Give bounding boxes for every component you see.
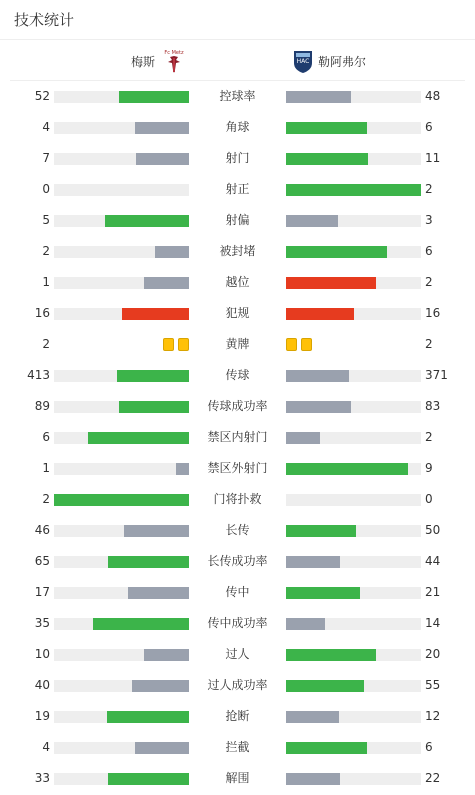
away-value: 55	[425, 678, 441, 692]
home-bar-track	[54, 91, 189, 103]
away-value: 2	[425, 182, 433, 196]
away-bar-track	[286, 153, 421, 165]
away-bar	[286, 649, 376, 661]
stat-row	[0, 701, 475, 732]
home-bar	[135, 122, 189, 134]
away-bar-track	[286, 773, 421, 785]
stat-row	[0, 515, 475, 546]
away-bar	[286, 680, 364, 692]
home-value: 4	[42, 740, 50, 754]
home-bar	[124, 525, 189, 537]
stat-row	[0, 298, 475, 329]
away-bar	[286, 587, 360, 599]
away-bar	[286, 463, 408, 475]
away-value: 2	[425, 337, 433, 351]
away-value: 6	[425, 120, 433, 134]
home-bar	[176, 463, 190, 475]
away-bar	[286, 401, 351, 413]
home-value: 4	[42, 120, 50, 134]
home-bar	[122, 308, 190, 320]
away-bar-track	[286, 370, 421, 382]
home-bar	[136, 153, 189, 165]
away-bar-track	[286, 649, 421, 661]
away-bar-track	[286, 277, 421, 289]
stat-row	[0, 143, 475, 174]
home-bar	[119, 91, 189, 103]
home-bar	[119, 401, 189, 413]
home-bar	[132, 680, 189, 692]
stat-row	[0, 577, 475, 608]
away-value: 2	[425, 430, 433, 444]
home-value: 0	[42, 182, 50, 196]
home-value: 17	[34, 585, 50, 599]
home-bar-track	[54, 184, 189, 196]
away-bar-track	[286, 401, 421, 413]
away-value: 3	[425, 213, 433, 227]
stat-label: 门将扑救	[213, 492, 262, 506]
away-bar-track	[286, 122, 421, 134]
away-team-name: 勒阿弗尔	[318, 54, 367, 69]
home-logo-text: Fc Metz	[164, 50, 184, 56]
stat-row	[0, 608, 475, 639]
home-bar-track	[54, 618, 189, 630]
home-value: 52	[34, 89, 50, 103]
stat-label: 解围	[225, 771, 250, 785]
away-bar	[286, 711, 339, 723]
away-bar-track	[286, 215, 421, 227]
away-bar	[286, 308, 354, 320]
stat-label: 犯规	[225, 306, 250, 320]
home-value: 2	[42, 244, 50, 258]
home-bar-track	[54, 587, 189, 599]
home-bar-track	[54, 556, 189, 568]
home-value: 65	[34, 554, 50, 568]
stat-label: 射正	[225, 182, 250, 196]
away-value: 83	[425, 399, 441, 413]
away-bar-track	[286, 742, 421, 754]
away-bar-track	[286, 556, 421, 568]
home-value: 16	[34, 306, 50, 320]
home-bar-track	[54, 463, 189, 475]
stat-label: 越位	[225, 275, 250, 289]
away-value: 22	[425, 771, 441, 785]
stat-label: 过人成功率	[207, 678, 268, 692]
away-bar	[286, 215, 338, 227]
home-bar	[144, 649, 189, 661]
home-value: 19	[34, 709, 50, 723]
away-value: 6	[425, 740, 433, 754]
away-bar-track	[286, 494, 421, 506]
home-bar-track	[54, 122, 189, 134]
home-bar	[135, 742, 189, 754]
away-value: 0	[425, 492, 433, 506]
home-value: 5	[42, 213, 50, 227]
home-value: 35	[34, 616, 50, 630]
home-value: 89	[34, 399, 50, 413]
home-value: 2	[42, 492, 50, 506]
stat-row	[0, 639, 475, 670]
stat-row	[0, 267, 475, 298]
away-bar	[286, 246, 387, 258]
away-value: 21	[425, 585, 441, 599]
away-bar	[286, 153, 368, 165]
home-value: 2	[42, 337, 50, 351]
away-bar-track	[286, 184, 421, 196]
home-value: 10	[34, 647, 50, 661]
home-value: 1	[42, 461, 50, 475]
stat-label: 控球率	[219, 89, 256, 103]
stat-row	[0, 391, 475, 422]
home-bar-track	[54, 525, 189, 537]
away-bar	[286, 742, 367, 754]
away-bar-track	[286, 246, 421, 258]
stat-label: 传球	[225, 368, 250, 382]
home-bar-track	[54, 773, 189, 785]
stat-row	[0, 422, 475, 453]
stat-label: 射偏	[225, 213, 250, 227]
stats-list	[0, 81, 475, 794]
home-bar	[105, 215, 189, 227]
home-bar-track	[54, 432, 189, 444]
away-value: 44	[425, 554, 441, 568]
stat-row	[0, 329, 475, 360]
home-value: 46	[34, 523, 50, 537]
home-bar	[107, 711, 189, 723]
home-value: 40	[34, 678, 50, 692]
stat-label: 禁区内射门	[207, 430, 268, 444]
stat-row	[0, 763, 475, 794]
stat-row	[0, 174, 475, 205]
away-bar-track	[286, 91, 421, 103]
away-value: 2	[425, 275, 433, 289]
away-value: 48	[425, 89, 441, 103]
home-bar	[144, 277, 189, 289]
away-bar-track	[286, 432, 421, 444]
stat-label: 角球	[225, 120, 250, 134]
away-bar	[286, 432, 320, 444]
away-bar-track	[286, 308, 421, 320]
home-bar-track	[54, 277, 189, 289]
away-bar	[286, 370, 349, 382]
home-bar-track	[54, 494, 189, 506]
stat-row	[0, 360, 475, 391]
away-cards	[286, 338, 312, 351]
away-value: 9	[425, 461, 433, 475]
home-team[interactable]	[131, 48, 185, 74]
home-bar	[93, 618, 189, 630]
away-bar	[286, 277, 376, 289]
stat-row	[0, 112, 475, 143]
home-bar	[88, 432, 189, 444]
yellow-card-icon	[286, 338, 297, 351]
away-value: 12	[425, 709, 441, 723]
home-bar-track	[54, 153, 189, 165]
stat-label: 传中成功率	[207, 616, 268, 630]
stat-row	[0, 453, 475, 484]
home-team-logo	[163, 48, 185, 74]
away-bar	[286, 618, 325, 630]
home-bar	[54, 494, 189, 506]
home-bar	[108, 556, 189, 568]
away-value: 6	[425, 244, 433, 258]
home-cards	[163, 338, 189, 351]
stat-label: 拦截	[225, 740, 250, 754]
stat-row	[0, 732, 475, 763]
home-bar-track	[54, 308, 189, 320]
away-bar	[286, 773, 340, 785]
stat-label: 传中	[225, 585, 250, 599]
home-bar-track	[54, 246, 189, 258]
home-bar-track	[54, 649, 189, 661]
stat-row	[0, 81, 475, 112]
teams-header	[10, 41, 465, 81]
home-bar	[128, 587, 189, 599]
away-value: 20	[425, 647, 441, 661]
away-bar-track	[286, 463, 421, 475]
home-bar-track	[54, 742, 189, 754]
away-bar-track	[286, 711, 421, 723]
away-bar-track	[286, 525, 421, 537]
away-bar	[286, 525, 356, 537]
stat-label: 长传成功率	[207, 554, 268, 568]
away-bar-track	[286, 680, 421, 692]
away-value: 50	[425, 523, 441, 537]
stat-row	[0, 484, 475, 515]
home-bar-track	[54, 370, 189, 382]
away-bar-track	[286, 618, 421, 630]
stat-label: 抢断	[225, 709, 250, 723]
page-title: 技术统计	[14, 11, 75, 29]
stat-label: 禁区外射门	[207, 461, 268, 475]
stat-label: 射门	[225, 151, 250, 165]
away-bar	[286, 556, 340, 568]
yellow-card-icon	[301, 338, 312, 351]
yellow-card-icon	[178, 338, 189, 351]
home-value: 1	[42, 275, 50, 289]
home-bar	[108, 773, 189, 785]
home-value: 6	[42, 430, 50, 444]
away-team[interactable]	[292, 48, 366, 74]
stat-label: 黄牌	[225, 337, 250, 351]
stat-row	[0, 670, 475, 701]
away-bar-track	[286, 587, 421, 599]
away-bar	[286, 122, 367, 134]
home-bar-track	[54, 215, 189, 227]
away-team-logo	[292, 48, 314, 74]
stat-row	[0, 236, 475, 267]
home-bar	[155, 246, 189, 258]
stat-label: 过人	[225, 647, 250, 661]
home-value: 413	[27, 368, 50, 382]
home-bar-track	[54, 711, 189, 723]
home-team-name: 梅斯	[130, 54, 155, 69]
home-value: 33	[34, 771, 50, 785]
stat-label: 被封堵	[219, 244, 256, 258]
away-logo-text: HAC	[296, 58, 310, 65]
yellow-card-icon	[163, 338, 174, 351]
stat-row	[0, 205, 475, 236]
home-bar-track	[54, 401, 189, 413]
page-header	[0, 0, 475, 40]
stat-label: 长传	[225, 523, 250, 537]
away-value: 14	[425, 616, 441, 630]
away-value: 371	[425, 368, 448, 382]
home-bar-track	[54, 680, 189, 692]
away-bar	[286, 184, 421, 196]
stat-label: 传球成功率	[207, 399, 268, 413]
home-bar	[117, 370, 189, 382]
away-value: 16	[425, 306, 441, 320]
home-value: 7	[42, 151, 50, 165]
away-bar	[286, 91, 351, 103]
away-value: 11	[425, 151, 441, 165]
stat-row	[0, 546, 475, 577]
